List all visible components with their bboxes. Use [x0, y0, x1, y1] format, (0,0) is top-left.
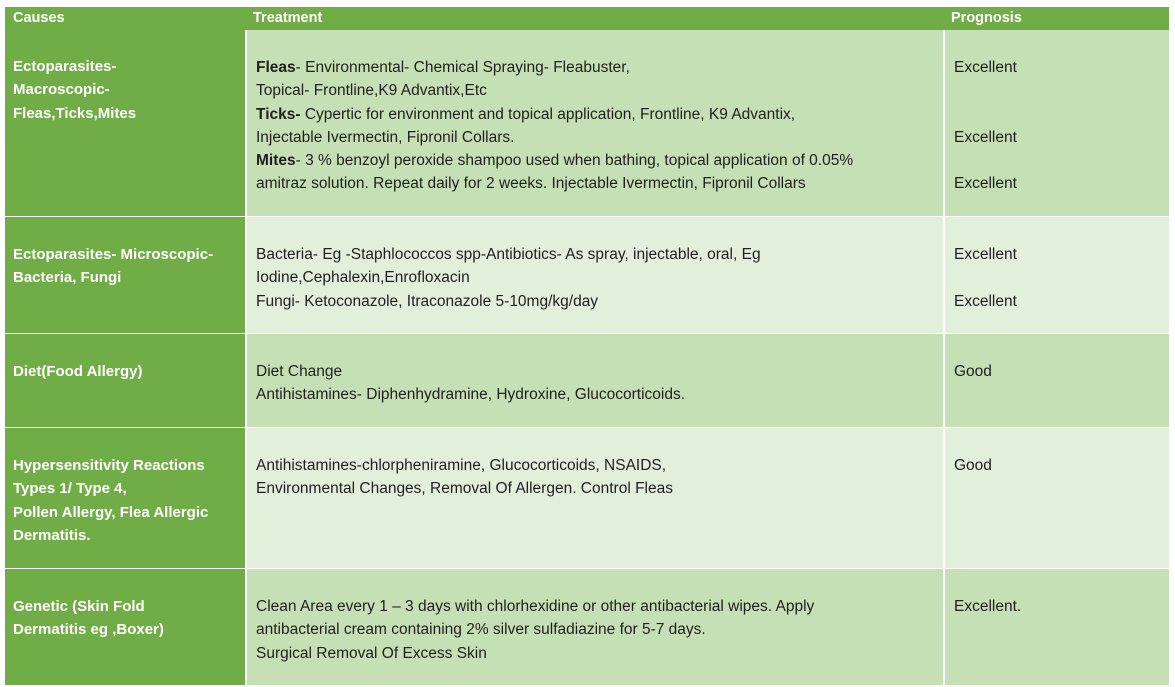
- prognosis-cell: [943, 30, 1169, 216]
- prognosis-value: Excellent.: [954, 598, 1022, 615]
- ticks-label: Ticks-: [256, 105, 301, 123]
- cause-cell: [5, 568, 245, 685]
- ticks-text: Cypertic for environment and topical application, Frontline, K9 Advantix,: [300, 105, 796, 123]
- treatment-line: [256, 56, 935, 79]
- cause-line: Ectoparasites-: [13, 58, 117, 75]
- cause-line: Macroscopic-: [13, 81, 110, 99]
- treatment-cell: [245, 333, 943, 427]
- treatment-line: Topical- Frontline,K9 Advantix,Etc: [256, 82, 487, 100]
- treatment-cell: [245, 427, 943, 568]
- prognosis-value: Excellent: [954, 59, 1017, 76]
- cause-line: Dermatitis eg ,Boxer): [13, 621, 164, 639]
- treatment-line: [256, 149, 935, 172]
- mites-text: - 3 % benzoyl peroxide shampoo used when bathing, topical application of 0.05%: [295, 152, 854, 170]
- treatment-line: Injectable Ivermectin, Fipronil Collars.: [256, 128, 515, 146]
- treatment-line: Antihistamines-chlorpheniramine, Glucocorticoids, NSAIDS,: [256, 457, 667, 474]
- cause-cell: [5, 427, 245, 568]
- cause-line: Ectoparasites- Microscopic-: [13, 246, 214, 263]
- treatment-line: Clean Area every 1 – 3 days with chlorhexidine or other antibacterial wipes. Apply: [256, 598, 815, 615]
- treatment-cell: [245, 216, 943, 333]
- cause-line: Pollen Allergy, Flea Allergic: [13, 503, 209, 521]
- cause-line: Diet(Food Allergy): [13, 363, 143, 380]
- mites-label: Mites: [256, 152, 296, 170]
- header-causes: Causes: [5, 7, 245, 30]
- prognosis-value: Excellent: [954, 175, 1017, 193]
- cause-line: Types 1/ Type 4,: [13, 480, 127, 498]
- treatment-table: [5, 7, 1169, 685]
- cause-line: Hypersensitivity Reactions: [13, 457, 205, 474]
- treatment-line: Bacteria- Eg -Staphlococcos spp-Antibiotics- As spray, injectable, oral, Eg: [256, 246, 761, 263]
- cause-line: Fleas,Ticks,Mites: [13, 104, 137, 122]
- cause-cell: [5, 333, 245, 427]
- prognosis-value: Excellent: [954, 292, 1017, 310]
- treatment-line: antibacterial cream containing 2% silver sulfadiazine for 5-7 days.: [256, 621, 706, 639]
- prognosis-cell: [943, 333, 1169, 427]
- treatment-line: amitraz solution. Repeat daily for 2 weeks. Injectable Ivermectin, Fipronil Collars: [256, 175, 806, 193]
- treatment-cell: [245, 568, 943, 685]
- treatment-line: Antihistamines- Diphenhydramine, Hydroxine, Glucocorticoids.: [256, 386, 686, 404]
- cause-cell: [5, 30, 245, 216]
- prognosis-value: Good: [954, 457, 992, 474]
- treatment-cell: [245, 30, 943, 216]
- prognosis-value: Excellent: [954, 128, 1017, 146]
- treatment-line: [256, 103, 935, 126]
- prognosis-cell: [943, 568, 1169, 685]
- treatment-line: Diet Change: [256, 363, 343, 380]
- treatment-line: Surgical Removal Of Excess Skin: [256, 644, 487, 662]
- prognosis-cell: [943, 216, 1169, 333]
- treatment-line: Environmental Changes, Removal Of Allergen. Control Fleas: [256, 480, 673, 498]
- prognosis-value: Good: [954, 363, 992, 380]
- prognosis-cell: [943, 427, 1169, 568]
- fleas-text: - Environmental- Chemical Spraying- Fleabuster,: [295, 59, 630, 76]
- header-treatment: Treatment: [245, 7, 943, 30]
- treatment-line: Iodine,Cephalexin,Enrofloxacin: [256, 269, 470, 287]
- prognosis-value: Excellent: [954, 246, 1017, 263]
- header-prognosis: Prognosis: [943, 7, 1169, 30]
- treatment-line: Fungi- Ketoconazole, Itraconazole 5-10mg/kg/day: [256, 292, 599, 310]
- cause-cell: [5, 216, 245, 333]
- cause-line: Dermatitis.: [13, 526, 91, 544]
- fleas-label: Fleas: [256, 59, 296, 76]
- cause-line: Bacteria, Fungi: [13, 269, 122, 287]
- cause-line: Genetic (Skin Fold: [13, 598, 145, 615]
